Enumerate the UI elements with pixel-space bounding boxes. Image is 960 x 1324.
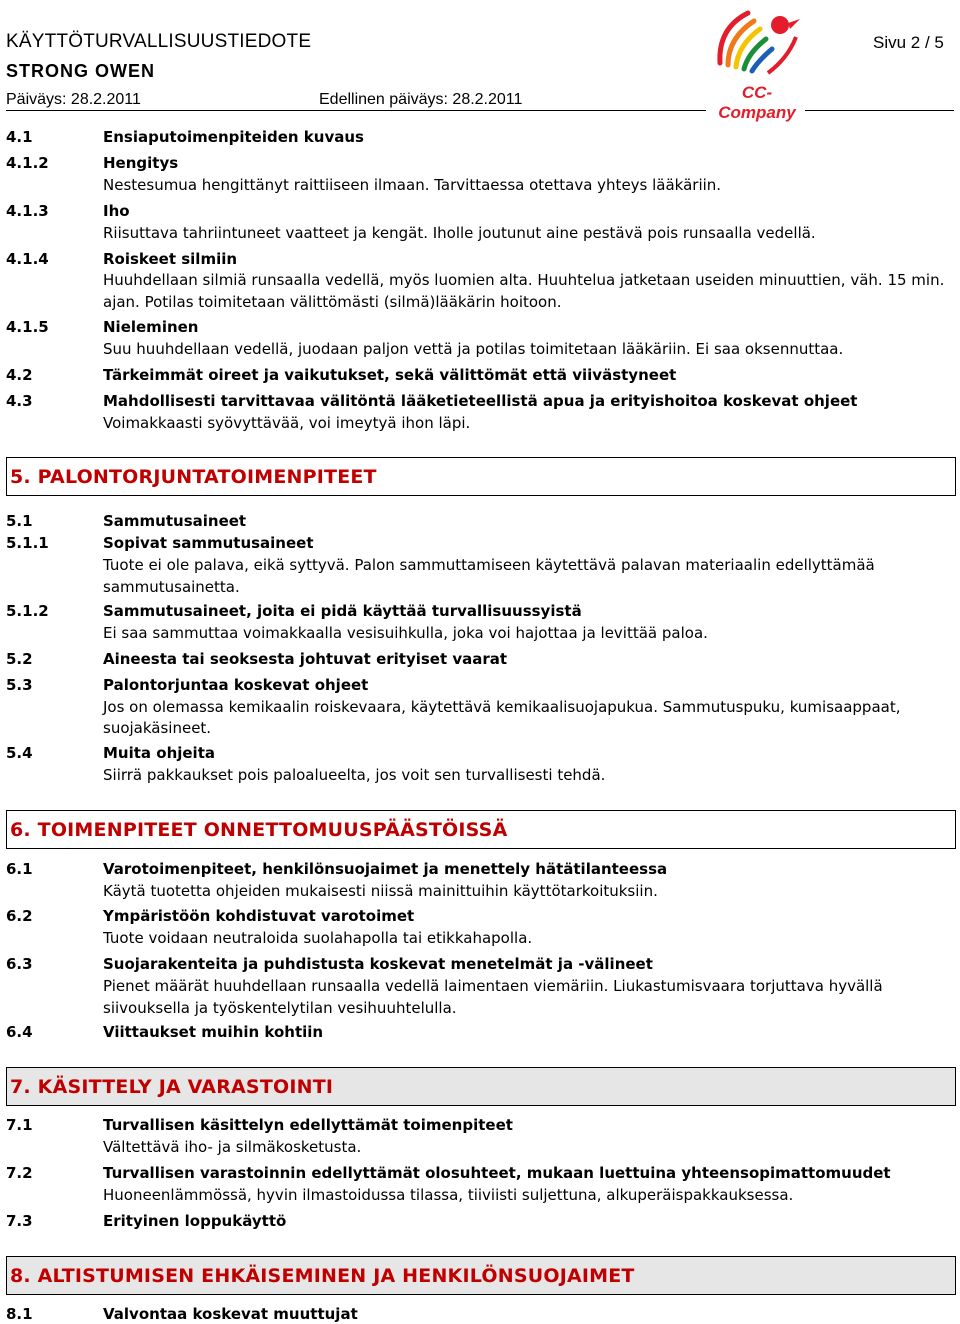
text-5-3-line1: Jos on olemassa kemikaalin roiskevaara, käytettävä kemikaalisuojapukua. Sammutuspuku, kumisaappaat, — [103, 698, 901, 716]
text-5-4: Siirrä pakkaukset pois paloalueelta, jos voit sen turvallisesti tehdä. — [103, 766, 606, 784]
text-5-3-line2: suojakäsineet. — [103, 719, 212, 737]
text-5-1-2: Ei saa sammuttaa voimakkaalla vesisuihkulla, joka voi hajottaa ja levittää paloa. — [103, 624, 708, 642]
page-number: Sivu 2 / 5 — [873, 33, 944, 52]
text-4-1-4-line1: Huuhdellaan silmiä runsaalla vedellä, myös luomien alta. Huuhtelua jatketaan useiden minuuttien, väh. 15 min. — [103, 271, 945, 289]
issue-date: Päiväys: 28.2.2011 — [6, 91, 141, 108]
text-6-2: Tuote voidaan neutraloida suolahapolla tai etikkahapolla. — [103, 929, 533, 947]
header-rule-right — [805, 110, 954, 111]
section-6-heading: 6. TOIMENPITEET ONNETTOMUUSPÄÄSTÖISSÄ — [6, 810, 956, 849]
text-4-1-4-line2: ajan. Potilas toimitetaan välittömästi (silmä)lääkärin hoitoon. — [103, 293, 562, 311]
document-title: KÄYTTÖTURVALLISUUSTIEDOTE — [6, 31, 312, 52]
text-4-1-2: Nestesumua hengittänyt raittiiseen ilmaan. Tarvittaessa otettava yhteys lääkäriin. — [103, 176, 722, 194]
company-logo — [708, 3, 806, 122]
section-8-heading: 8. ALTISTUMISEN EHKÄISEMINEN JA HENKILÖNSUOJAIMET — [6, 1256, 956, 1295]
section-7-heading: 7. KÄSITTELY JA VARASTOINTI — [6, 1067, 956, 1106]
section-5-heading: 5. PALONTORJUNTATOIMENPITEET — [6, 457, 956, 496]
bird-logo-icon — [708, 3, 806, 83]
logo-text: CC-Company — [718, 83, 796, 122]
text-5-1-1-line2: sammutusainetta. — [103, 578, 240, 596]
text-7-2: Huoneenlämmössä, hyvin ilmastoidussa tilassa, tiiviisti suljettuna, alkuperäispakkauksessa. — [103, 1186, 794, 1204]
text-4-1-3: Riisuttava tahriintuneet vaatteet ja kengät. Iholle joutunut aine pestävä pois runsaalla vedellä. — [103, 224, 816, 242]
text-6-3-line2: siivouksella ja työskentelytilan vesihuuhtelulla. — [103, 999, 457, 1017]
previous-date: Edellinen päiväys: 28.2.2011 — [319, 91, 523, 108]
text-6-1: Käytä tuotetta ohjeiden mukaisesti niissä mainittuihin käyttötarkoituksiin. — [103, 882, 658, 900]
header-rule — [6, 110, 706, 111]
text-6-3-line1: Pienet määrät huuhdellaan runsaalla vedellä laimentaen viemäriin. Liukastumisvaara torjuttava hyvällä — [103, 977, 883, 995]
company-name: STRONG OWEN — [6, 61, 155, 81]
text-7-1: Vältettävä iho- ja silmäkosketusta. — [103, 1138, 362, 1156]
text-4-1-5: Suu huuhdellaan vedellä, juodaan paljon vettä ja potilas toimitetaan lääkäriin. Ei saa oksennuttaa. — [103, 340, 844, 358]
text-5-1-1-line1: Tuote ei ole palava, eikä syttyvä. Palon sammuttamiseen käytettävä palavan materiaalin edellyttämää — [103, 556, 875, 574]
text-4-3: Voimakkaasti syövyttävää, voi imeytyä ihon läpi. — [103, 414, 471, 432]
